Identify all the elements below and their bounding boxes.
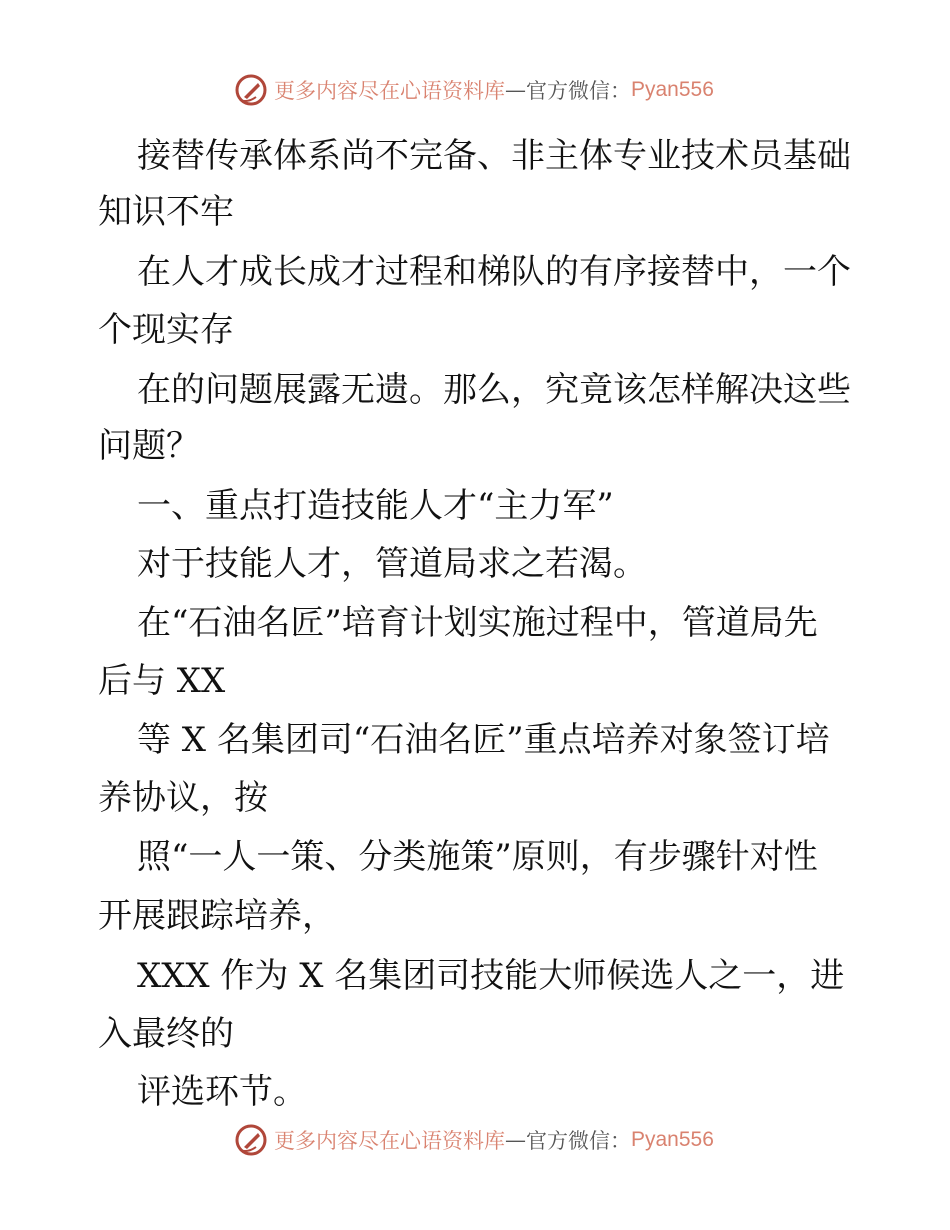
text-line: 开展跟踪培养，: [98, 896, 336, 936]
header-watermark: [234, 72, 714, 108]
section-heading: 一、重点打造技能人才“主力军”: [137, 486, 614, 526]
text-line: 评选环节。: [137, 1072, 307, 1112]
text-line: 知识不牢: [98, 192, 234, 232]
wechat-id: Pyan556: [631, 78, 714, 101]
text-line: 对于技能人才，管道局求之若渴。: [137, 544, 647, 584]
text-line: 入最终的: [98, 1014, 234, 1054]
text-line: 问题？: [98, 426, 200, 466]
text-line: 照“一人一策、分类施策”原则，有步骤针对性: [137, 837, 818, 877]
wechat-id: Pyan556: [631, 1128, 714, 1151]
wechat-label: 官方微信：: [526, 1129, 631, 1153]
pen-logo-icon: [234, 73, 268, 107]
dash: —: [505, 1128, 526, 1152]
site-text: 更多内容尽在心语资料库: [274, 79, 505, 103]
text-line: 个现实存: [98, 310, 234, 350]
text-line: 等 X 名集团司“石油名匠”重点培养对象签订培: [137, 720, 830, 760]
text-line: 养协议，按: [98, 778, 268, 818]
text-line: 接替传承体系尚不完备、非主体专业技术员基础: [137, 136, 851, 176]
wechat-label: 官方微信：: [526, 79, 631, 103]
footer-watermark: [234, 1122, 714, 1158]
pen-logo-icon: [234, 1123, 268, 1157]
text-line: XXX 作为 X 名集团司技能大师候选人之一，进: [137, 956, 845, 996]
text-line: 在“石油名匠”培育计划实施过程中，管道局先: [137, 603, 818, 643]
text-line: 在的问题展露无遗。那么，究竟该怎样解决这些: [137, 370, 851, 410]
text-line: 在人才成长成才过程和梯队的有序接替中，一个: [137, 252, 851, 292]
text-line: 后与 XX: [98, 661, 226, 701]
site-text: 更多内容尽在心语资料库: [274, 1129, 505, 1153]
dash: —: [505, 78, 526, 102]
